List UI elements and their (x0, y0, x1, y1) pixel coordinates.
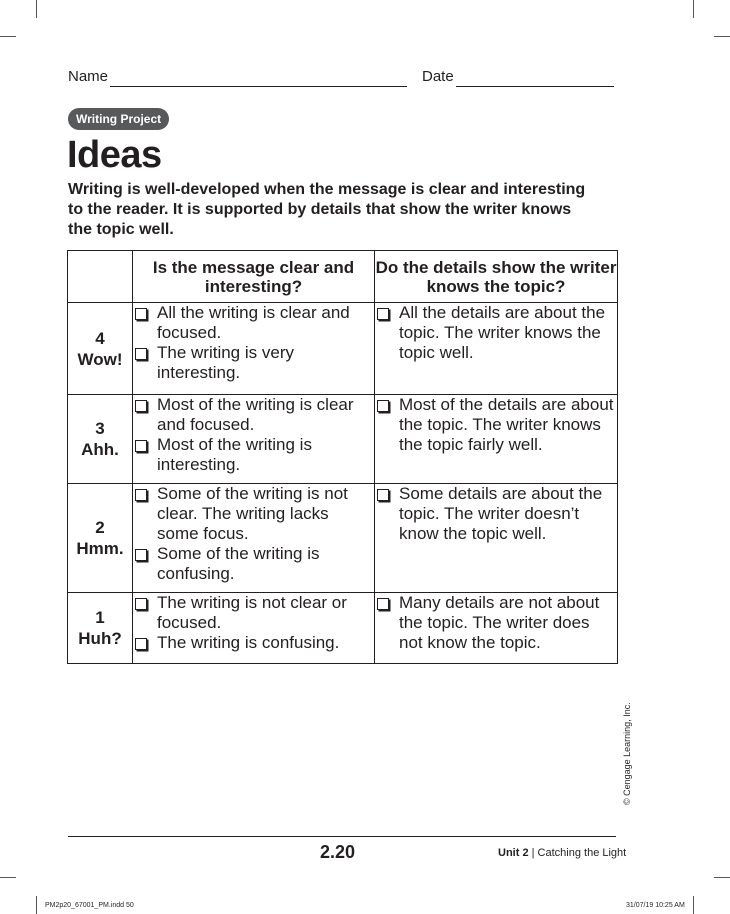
crop-mark (0, 877, 16, 878)
criterion-text: Most of the details are about the topic. The writer knows the topic fairly well. (399, 395, 614, 454)
details-cell (375, 484, 618, 593)
name-field[interactable] (110, 86, 407, 87)
details-cell (375, 303, 618, 395)
score-label: Wow! (77, 349, 123, 369)
score-number: 4 (95, 328, 105, 348)
crop-mark (714, 877, 730, 878)
score-cell (68, 395, 133, 484)
criterion-text: The writing is confusing. (157, 633, 340, 652)
rubric-table (67, 250, 618, 664)
date-field[interactable] (456, 86, 614, 87)
checkbox[interactable] (135, 348, 147, 360)
message-cell (133, 303, 375, 395)
unit-number: Unit 2 (498, 847, 529, 859)
slug-file: PM2p20_67001_PM.indd 50 (45, 902, 134, 909)
message-cell (133, 593, 375, 664)
name-label: Name (68, 68, 109, 85)
crop-mark (0, 36, 16, 37)
criterion-text: The writing is very interesting. (157, 343, 294, 382)
header-message: Is the message clear and interesting? (133, 251, 375, 303)
score-label: Hmm. (76, 539, 124, 558)
unit-title: Catching the Light (537, 847, 627, 859)
checkbox[interactable] (135, 440, 147, 452)
checkbox[interactable] (135, 638, 147, 650)
checkbox[interactable] (377, 400, 389, 412)
name-date-row (68, 68, 616, 90)
score-number: 3 (95, 419, 105, 438)
message-cell (133, 395, 375, 484)
message-cell (133, 484, 375, 593)
header-details: Do the details show the writer knows the topic? (375, 251, 618, 303)
criterion-text: Some of the writing is not clear. The writing lacks some focus. (157, 484, 348, 543)
checkbox[interactable] (377, 308, 389, 320)
crop-mark (36, 0, 37, 18)
details-cell (375, 395, 618, 484)
header-blank-cell (68, 251, 133, 303)
criterion-text: Most of the writing is interesting. (157, 435, 312, 474)
page-title: Ideas (67, 134, 162, 176)
copyright-notice: © Cengage Learning, Inc. (622, 702, 632, 805)
checkbox[interactable] (135, 308, 147, 320)
criterion-text: Some details are about the topic. The writer doesn’t know the topic well. (399, 484, 603, 543)
footer-divider (68, 836, 616, 837)
score-cell (68, 593, 133, 664)
checkbox[interactable] (135, 549, 147, 561)
score-label: Ahh. (81, 440, 119, 459)
table-header-row (68, 251, 618, 303)
crop-mark (693, 896, 694, 914)
score-cell (68, 484, 133, 593)
checkbox[interactable] (377, 598, 389, 610)
score-cell (68, 303, 133, 395)
intro-paragraph: Writing is well-developed when the message is clear and interesting to the reader. It is supported by details that show the writer knows the topic well. (68, 181, 586, 238)
criterion-text: All the details are about the topic. The writer knows the topic well. (399, 303, 606, 362)
date-label: Date (422, 68, 454, 85)
details-cell (375, 593, 618, 664)
score-number: 1 (95, 608, 105, 627)
criterion-text: The writing is not clear or focused. (157, 593, 347, 632)
checkbox[interactable] (135, 400, 147, 412)
criterion-text: All the writing is clear and focused. (157, 303, 350, 342)
table-row (68, 484, 618, 593)
checkbox[interactable] (377, 489, 389, 501)
page-number: 2.20 (320, 842, 356, 862)
table-row (68, 395, 618, 484)
criterion-text: Some of the writing is confusing. (157, 544, 320, 583)
slug-timestamp: 31/07/19 10:25 AM (626, 902, 685, 909)
checkbox[interactable] (135, 489, 147, 501)
table-row (68, 303, 618, 395)
criterion-text: Many details are not about the topic. The writer does not know the topic. (399, 593, 600, 652)
checkbox[interactable] (135, 598, 147, 610)
score-number: 2 (95, 518, 105, 537)
table-row (68, 593, 618, 664)
criterion-text: Most of the writing is clear and focused. (157, 395, 354, 434)
crop-mark (693, 0, 694, 18)
score-label: Huh? (78, 629, 122, 648)
section-badge: Writing Project (68, 108, 169, 130)
crop-mark (714, 36, 730, 37)
crop-mark (36, 896, 37, 914)
unit-label: Unit 2 | Catching the Light (498, 847, 627, 859)
